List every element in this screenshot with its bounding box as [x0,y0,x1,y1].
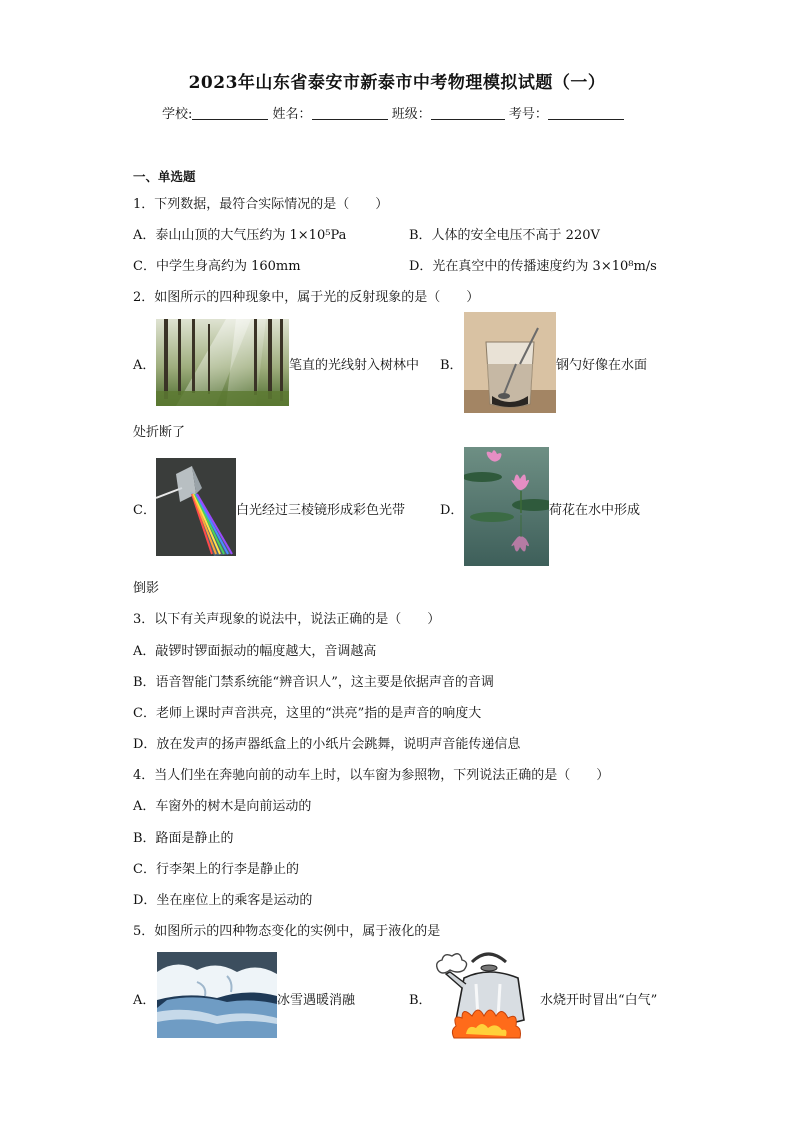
q4-stem: 4．当人们坐在奔驰向前的动车上时，以车窗为参照物，下列说法正确的是（ ） [133,768,610,783]
q1-option-c: C．中学生身高约为 160mm [133,259,301,274]
q2-option-a-text: 笔直的光线射入树林中 [289,358,420,373]
q3-option-b: B．语音智能门禁系统能“辨音识人”，这主要是依据声音的音调 [133,675,494,690]
q5-option-a-label: A． [133,993,156,1008]
q4-option-b: B．路面是静止的 [133,831,234,846]
boiling-kettle-image [432,944,540,1046]
q2-option-b-label: B． [440,358,463,373]
q2-option-d-text: 荷花在水中形成 [549,503,641,518]
number-blank[interactable] [548,105,624,120]
class-blank[interactable] [431,105,505,120]
prism-spectrum-image [156,458,236,556]
q5-stem: 5．如图所示的四种物态变化的实例中，属于液化的是 [133,924,441,939]
q2-option-c-text: 白光经过三棱镜形成彩色光带 [236,503,406,518]
q5-option-b-label: B． [409,993,432,1008]
q2-option-d-continued: 倒影 [133,581,160,596]
forest-light-image [156,319,289,406]
q3-option-c: C．老师上课时声音洪亮，这里的“洪亮”指的是声音的响度大 [133,706,482,721]
q4-option-a: A．车窗外的树木是向前运动的 [133,799,312,814]
q3-stem: 3．以下有关声现象的说法中，说法正确的是（ ） [133,612,441,627]
q1-option-b: B．人体的安全电压不高于 220V [409,228,600,243]
name-label: 姓名： [272,107,312,122]
q4-option-c: C．行李架上的行李是静止的 [133,862,299,877]
q2-option-c-label: C． [133,503,156,518]
student-info-line [162,103,624,122]
q2-option-a-label: A． [133,358,156,373]
melting-snow-image [157,952,277,1038]
class-label: 班级： [391,107,431,122]
q5-option-a-text: 冰雪遇暖消融 [277,993,356,1008]
q2-option-b-continued: 处折断了 [133,425,186,440]
q1-option-d: D．光在真空中的传播速度约为 3×10⁸m/s [409,259,657,274]
name-blank[interactable] [312,105,388,120]
exam-title: 2023年山东省泰安市新泰市中考物理模拟试题（一） [188,73,606,93]
q2-stem: 2．如图所示的四种现象中，属于光的反射现象的是（ ） [133,290,480,305]
q5-option-b-text: 水烧开时冒出“白气” [540,993,658,1008]
section-heading: 一、单选题 [133,169,196,184]
lotus-reflection-image [464,447,549,566]
q4-option-d: D．坐在座位上的乘客是运动的 [133,893,313,908]
q2-option-b-text: 钢勺好像在水面 [556,358,648,373]
school-label: 学校: [162,107,193,122]
spoon-in-water-image [464,312,556,413]
q1-option-a: A．泰山山顶的大气压约为 1×10⁵Pa [133,228,347,243]
q1-stem: 1．下列数据，最符合实际情况的是（ ） [133,197,389,212]
q3-option-d: D．放在发声的扬声器纸盒上的小纸片会跳舞，说明声音能传递信息 [133,737,521,752]
number-label: 考号： [508,107,548,122]
q3-option-a: A．敲锣时锣面振动的幅度越大，音调越高 [133,644,377,659]
q2-option-d-label: D． [440,503,464,518]
school-blank[interactable] [192,105,268,120]
